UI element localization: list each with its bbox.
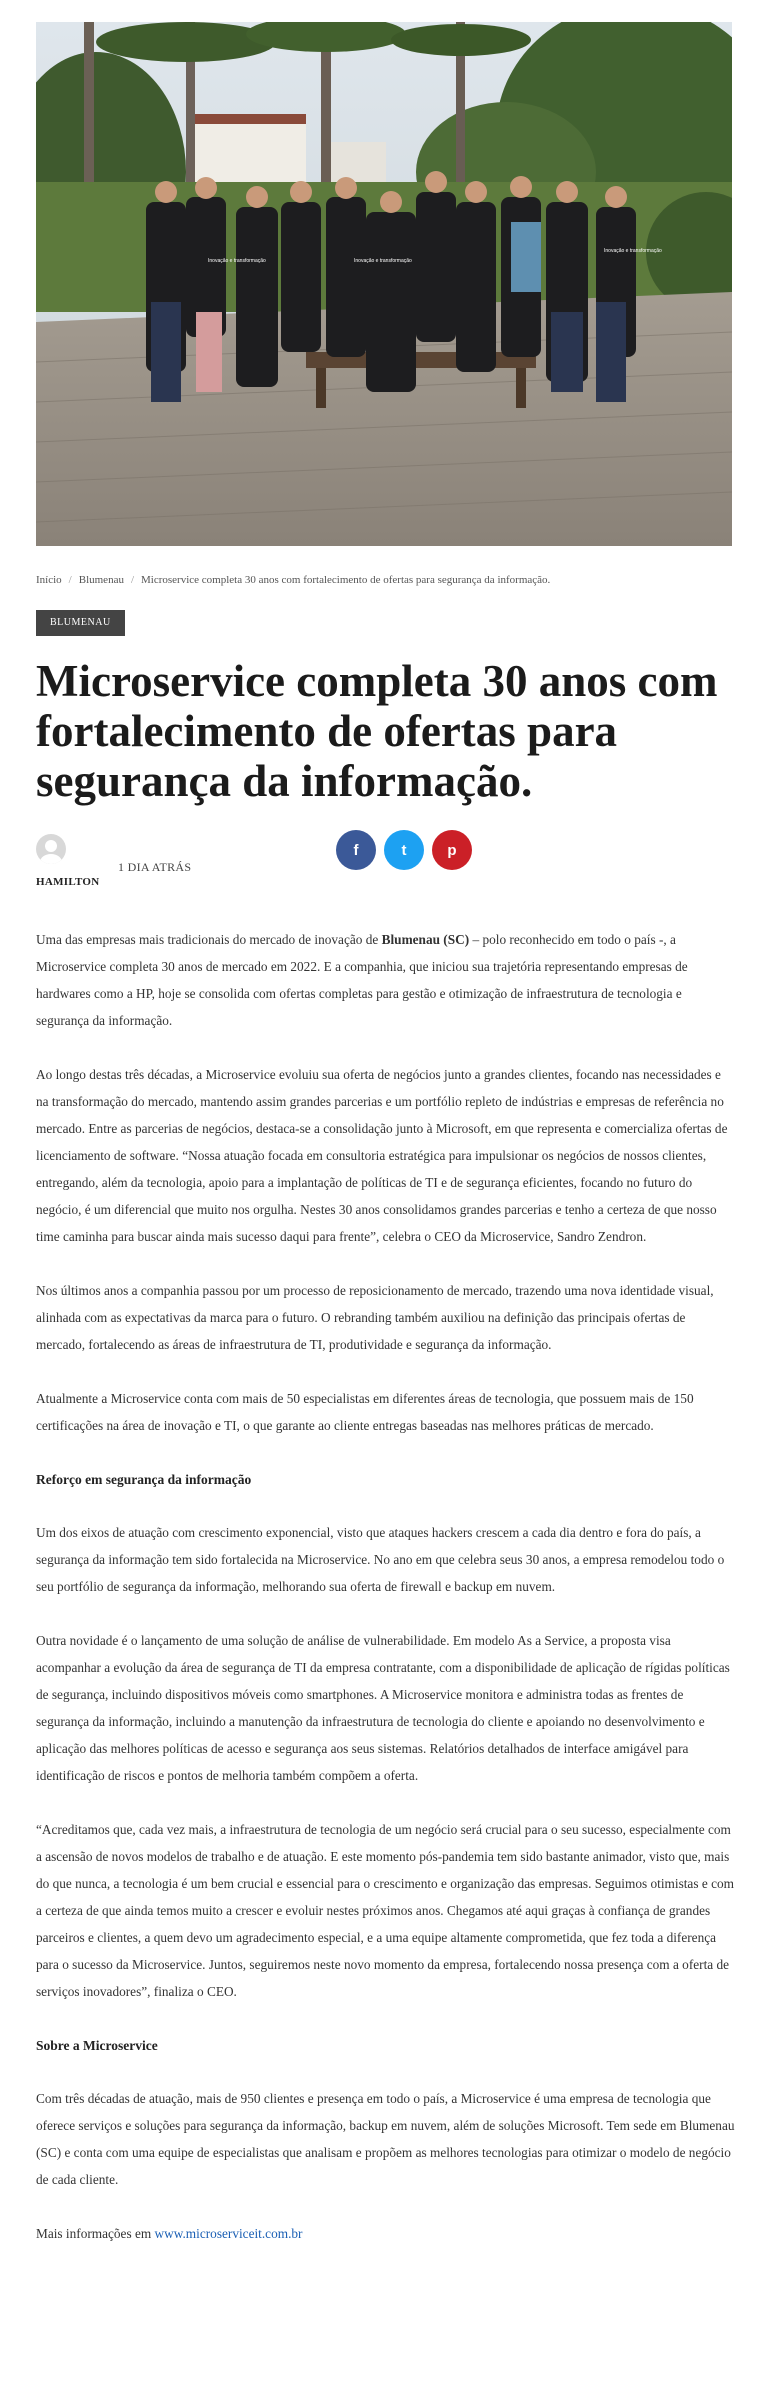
hero-photo bbox=[36, 22, 732, 546]
pinterest-share-button[interactable] bbox=[432, 830, 472, 870]
category-badge[interactable]: BLUMENAU bbox=[36, 610, 125, 636]
share-buttons bbox=[336, 830, 472, 870]
more-info: Mais informações em www.microserviceit.com.br bbox=[36, 2226, 303, 2241]
article-title: Microservice completa 30 anos com fortalecimento de ofertas para segurança da informação. bbox=[36, 656, 718, 806]
breadcrumb-home[interactable]: Início bbox=[36, 574, 62, 586]
twitter-share-button[interactable] bbox=[384, 830, 424, 870]
article-body bbox=[36, 926, 736, 2274]
section-heading: Sobre a Microservice bbox=[36, 2038, 158, 2053]
breadcrumb-current: Microservice completa 30 anos com fortalecimento de ofertas para segurança da informação. bbox=[141, 574, 551, 586]
breadcrumb bbox=[36, 574, 550, 586]
website-link[interactable]: www.microserviceit.com.br bbox=[154, 2226, 303, 2241]
team-photo-illustration bbox=[36, 22, 732, 546]
svg-text:Inovação e transformação: Inovação e transformação bbox=[604, 248, 662, 254]
author-name[interactable]: HAMILTON bbox=[36, 876, 100, 888]
paragraph: Atualmente a Microservice conta com mais de 50 especialistas em diferentes áreas de tecnologia, que possuem mais de 150 certificações na área de inovação e TI, o que garante ao cliente entregas baseadas nas melhores práticas de mercado. bbox=[36, 1391, 694, 1433]
svg-text:Inovação e transformação: Inovação e transformação bbox=[208, 258, 266, 264]
paragraph: Outra novidade é o lançamento de uma solução de análise de vulnerabilidade. Em modelo As a Service, a proposta visa acompanhar a evolução da área de segurança de TI da empresa contratante, com a disponibilidade de aplicação de rígidas políticas de segurança, incluindo dispositivos móveis como smartphones. A Microservice monitora e administra todas as frentes de segurança da informação, incluindo a manutenção da infraestrutura de tecnologia do cliente e apoiando no desenvolvimento e aplicação das melhores políticas de acesso e segurança aos seus sistemas. Relatórios detalhados de interface amigável para identificação de riscos e pontos de melhoria também compõem a oferta. bbox=[36, 1633, 730, 1783]
publish-date: 1 DIA ATRÁS bbox=[118, 860, 192, 874]
twitter-icon: t bbox=[401, 841, 407, 859]
breadcrumb-separator: / bbox=[130, 574, 135, 586]
paragraph: “Acreditamos que, cada vez mais, a infraestrutura de tecnologia de um negócio será crucial para o seu sucesso, especialmente com a ascensão de novos modelos de trabalho e de atuação. E este momento pós-pandemia tem sido bastante animador, visto que, mais do que nunca, a tecnologia é um bem crucial e essencial para o crescimento e organização das empresas. Seguimos otimistas e com a certeza de que ainda temos muito a crescer e evoluir nestes próximos anos. Chegamos até aqui graças à confiança de grandes parceiros e clientes, a quem devo um agradecimento especial, e a uma equipe altamente comprometida, que fez toda a diferença para o sucesso da Microservice. Juntos, seguiremos neste novo momento da empresa, fortalecendo nossa presença com a oferta de serviços inovadores”, finaliza o CEO. bbox=[36, 1822, 734, 1999]
breadcrumb-separator: / bbox=[68, 574, 72, 586]
facebook-icon: f bbox=[353, 841, 359, 859]
paragraph: Um dos eixos de atuação com crescimento exponencial, visto que ataques hackers crescem a cada dia dentro e fora do país, a segurança da informação tem sido fortalecida na Microservice. No ano em que celebra seus 30 anos, a empresa remodelou todo o seu portfólio de segurança da informação, melhorando sua oferta de firewall e backup em nuvem. bbox=[36, 1525, 725, 1594]
paragraph: Com três décadas de atuação, mais de 950 clientes e presença em todo o país, a Microservice é uma empresa de tecnologia que oferece serviços e soluções para segurança da informação, backup em nuvem, além de soluções Microsoft. Tem sede em Blumenau (SC) e conta com uma equipe de especialistas que analisam e propõem as melhores tecnologias para otimizar o modelo de negócio de cada cliente. bbox=[36, 2091, 735, 2187]
paragraph: Uma das empresas mais tradicionais do mercado de inovação de Blumenau (SC) – polo reconhecido em todo o país -, a Microservice completa 30 anos de mercado em 2022. E a companhia, que iniciou sua trajetória representando empresas de hardwares como a HP, hoje se consolida com ofertas completas para gestão e otimização de infraestrutura de tecnologia e segurança da informação. bbox=[36, 932, 688, 1028]
paragraph: Nos últimos anos a companhia passou por um processo de reposicionamento de mercado, trazendo uma nova identidade visual, alinhada com as expectativas da marca para o futuro. O rebranding também auxiliou na definição das principais ofertas de mercado, fortalecendo as áreas de infraestrutura de TI, produtividade e segurança da informação. bbox=[36, 1283, 714, 1352]
paragraph: Ao longo destas três décadas, a Microservice evoluiu sua oferta de negócios junto a grandes clientes, focando nas necessidades e na transformação do mercado, mantendo assim grandes parcerias e um portfólio repleto de indústrias e empresas de referência no mercado. Entre as parcerias de negócios, destaca-se a consolidação junto à Microsoft, em que representa e comercializa ofertas de licenciamento de software. “Nossa atuação focada em consultoria estratégica para impulsionar os negócios de nossos clientes, entregando, além da tecnologia, apoio para a implantação de políticas de TI e de segurança eficientes, focando no futuro do negócio, é um diferencial que muito nos orgulha. Nestes 30 anos consolidamos grandes parcerias e tenho a certeza de que nosso time caminha para buscar ainda mais sucesso daqui para frente”, celebra o CEO da Microservice, Sandro Zendron. bbox=[36, 1067, 728, 1244]
pinterest-icon: p bbox=[447, 841, 457, 859]
author-avatar[interactable] bbox=[36, 834, 66, 864]
user-icon bbox=[36, 834, 66, 864]
section-heading: Reforço em segurança da informação bbox=[36, 1472, 252, 1487]
svg-text:Inovação e transformação: Inovação e transformação bbox=[354, 258, 412, 264]
facebook-share-button[interactable] bbox=[336, 830, 376, 870]
location-highlight: Blumenau (SC) bbox=[381, 932, 470, 947]
breadcrumb-category[interactable]: Blumenau bbox=[78, 574, 124, 586]
